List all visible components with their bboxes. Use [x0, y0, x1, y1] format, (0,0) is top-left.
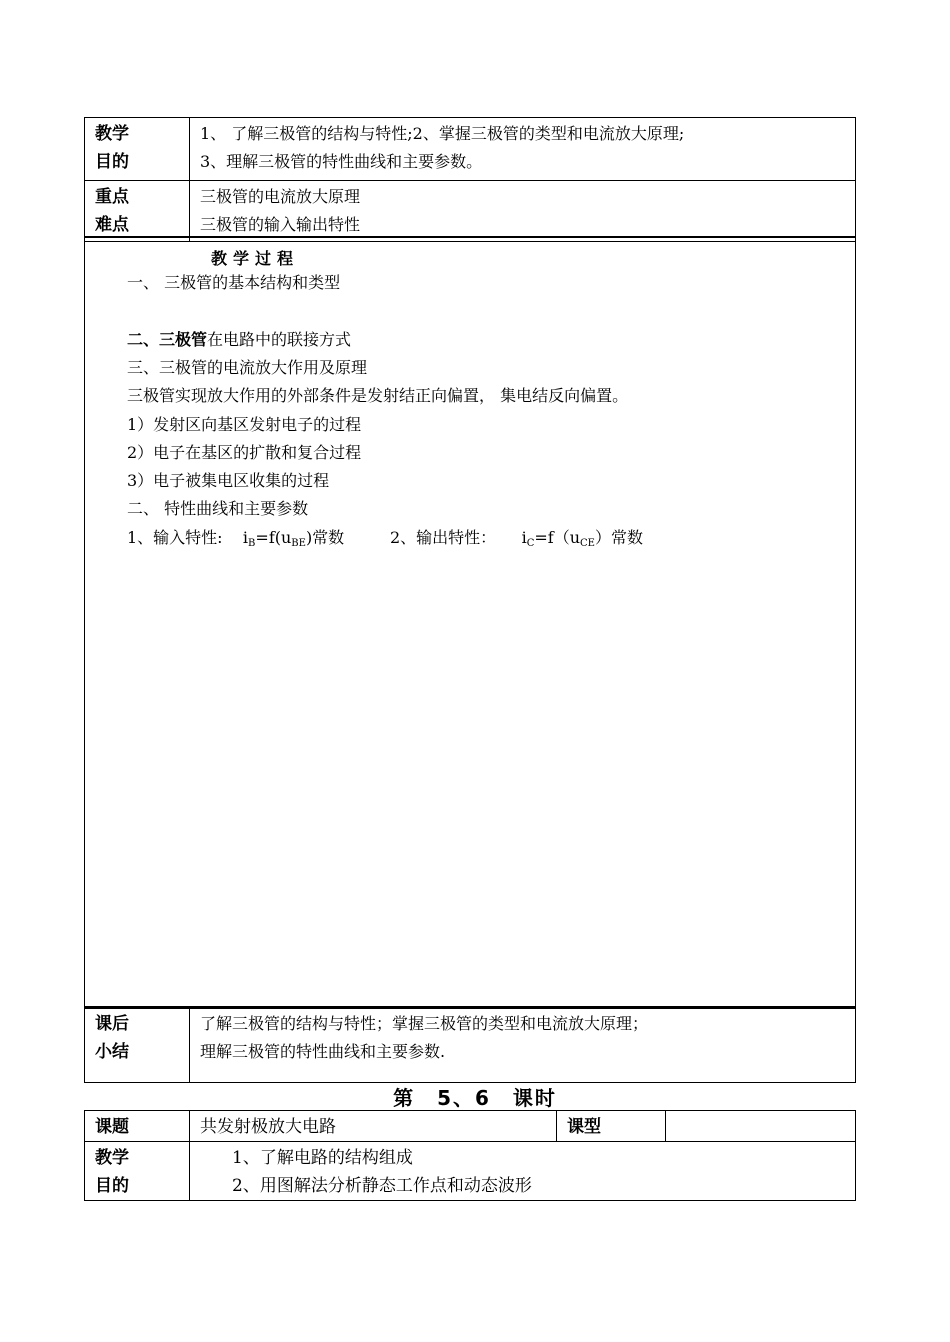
input-formula: $i_B=f(u_{BE})$常数: [242, 528, 345, 549]
objectives-content: [190, 118, 856, 181]
topic-value: 共发射极放大电路: [190, 1111, 557, 1142]
type-label: 课型: [557, 1111, 666, 1142]
summary-table: [84, 1006, 856, 1083]
output-formula: $i_C=f(u_{CE})$常数: [521, 528, 643, 549]
summary-line: 理解三极管的特性曲线和主要参数.: [200, 1042, 446, 1061]
objective-line: 3、理解三极管的特性曲线和主要参数。: [200, 152, 483, 171]
section-heading: 二、三极管在电路中的联接方式: [127, 330, 352, 349]
lesson-heading: 第 5、6 课时: [393, 1086, 557, 1110]
teaching-process-box: [84, 236, 856, 1009]
next-objectives-label: 教学 目的: [85, 1142, 190, 1201]
section-heading: 一、 三极管的基本结构和类型: [127, 273, 341, 292]
next-lesson-table: [84, 1110, 856, 1201]
summary-line: 了解三极管的结构与特性；掌握三极管的类型和电流放大原理；: [200, 1014, 649, 1033]
objective-line: 1、了解电路的结构组成: [232, 1148, 413, 1168]
objective-line: 2、用图解法分析静态工作点和动态波形: [232, 1176, 532, 1196]
summary-content: [190, 1007, 856, 1083]
key-point-line: 三极管的输入输出特性: [200, 215, 361, 234]
process-title: 教学过程: [211, 249, 300, 268]
objectives-label: 教学 目的: [85, 118, 190, 181]
topic-label: 课题: [85, 1111, 190, 1142]
section-heading: 三、三极管的电流放大作用及原理: [127, 358, 368, 377]
key-point-line: 三极管的电流放大原理: [200, 187, 361, 206]
key-points-content: [190, 181, 856, 242]
key-points-label: 重点 难点: [85, 181, 190, 242]
section-heading: 二、 特性曲线和主要参数: [127, 499, 309, 518]
objectives-table: [84, 117, 856, 242]
list-item: 2）电子在基区的扩散和复合过程: [127, 443, 362, 462]
characteristic-formulas: 1、输入特性: $i_B=f(u_{BE})$常数 2、输出特性： $i_C=f(u_{CE})$常数: [127, 528, 643, 549]
type-value: [666, 1111, 856, 1142]
list-item: 3）电子被集电区收集的过程: [127, 471, 330, 490]
summary-label: 课后 小结: [85, 1007, 190, 1083]
objective-line: 1、 了解三极管的结构与特性;2、掌握三极管的类型和电流放大原理;: [200, 124, 685, 143]
paragraph: 三极管实现放大作用的外部条件是发射结正向偏置， 集电结反向偏置。: [127, 386, 629, 405]
next-objectives-content: [190, 1142, 856, 1201]
list-item: 1）发射区向基区发射电子的过程: [127, 415, 362, 434]
